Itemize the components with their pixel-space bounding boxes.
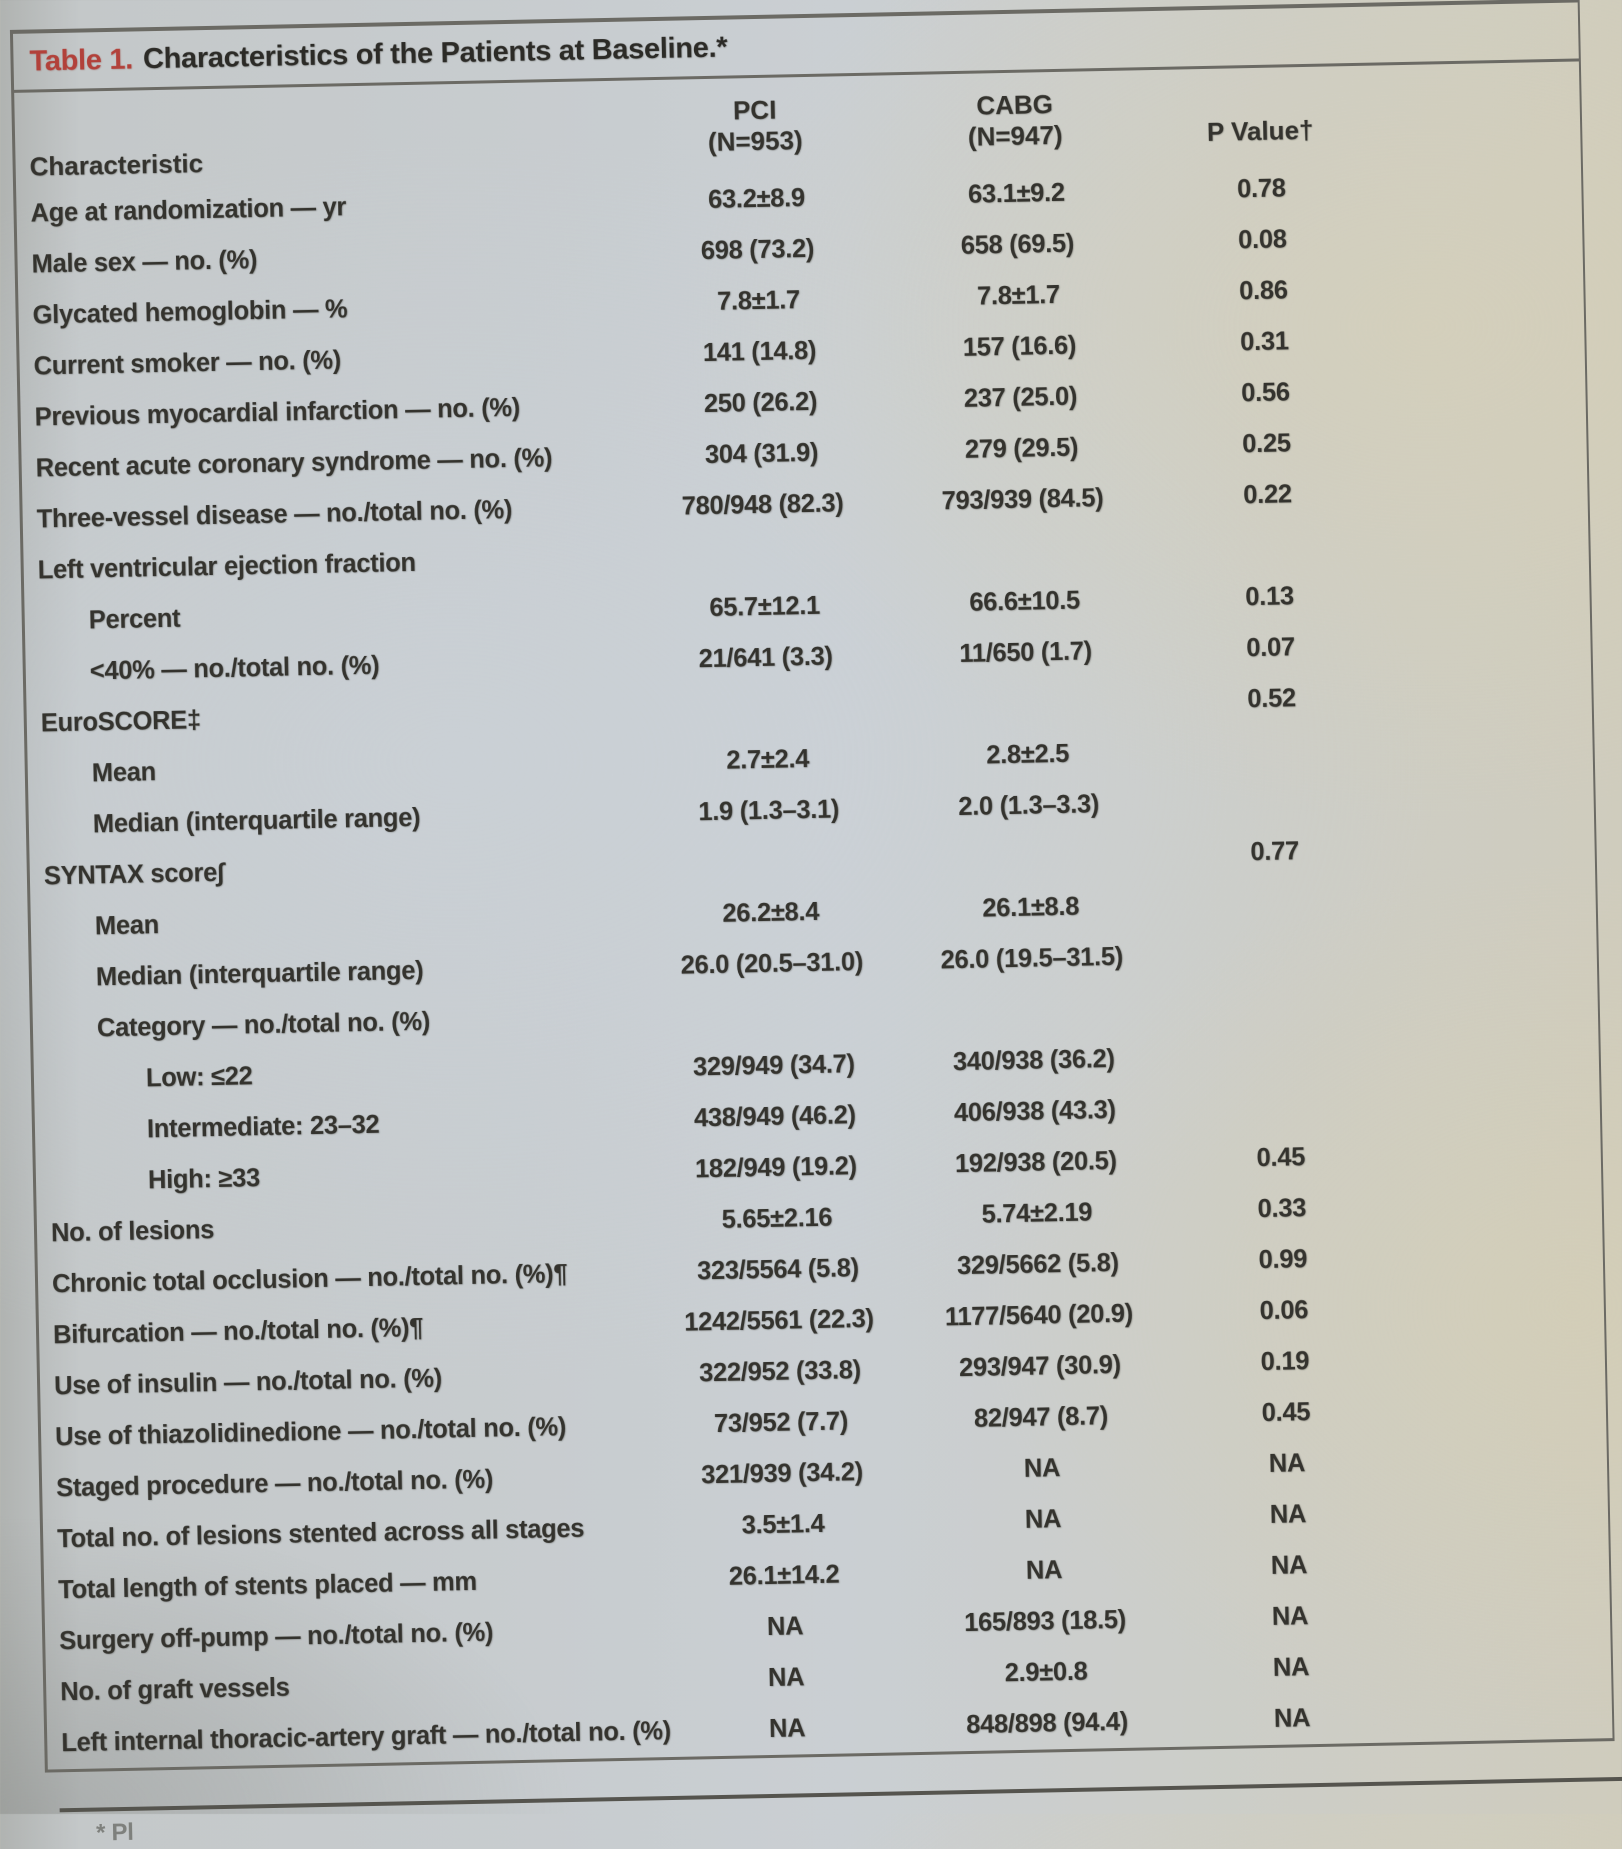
row-pvalue: 0.56	[1240, 378, 1290, 408]
row-pvalue: 0.13	[1245, 582, 1295, 612]
row-pvalue: 0.45	[1261, 1398, 1311, 1428]
col-header-characteristic: Characteristic	[29, 148, 204, 182]
row-pvalue: NA	[1268, 1449, 1306, 1478]
row-pvalue: 0.22	[1242, 480, 1292, 510]
row-label: Use of insulin — no./total no. (%)	[53, 1364, 443, 1401]
row-label: Total no. of lesions stented across all stages	[56, 1514, 585, 1554]
row-label: EuroSCORE‡	[40, 706, 202, 738]
row-pci-value: 1242/5561 (22.3)	[683, 1304, 874, 1337]
row-pvalue: 0.99	[1258, 1245, 1308, 1275]
row-label: No. of graft vessels	[59, 1673, 290, 1707]
row-cabg-value: 192/938 (20.5)	[954, 1146, 1117, 1179]
row-cabg-value: 82/947 (8.7)	[973, 1402, 1109, 1433]
row-cabg-value	[895, 854, 1165, 859]
col-header-cabg-n: (N=947)	[967, 119, 1063, 152]
col-header-pvalue: P Value†	[1206, 114, 1314, 147]
row-pci-value: 2.7±2.4	[726, 745, 810, 775]
row-cabg-value: NA	[1025, 1556, 1063, 1585]
row-cabg-value: 293/947 (30.9)	[958, 1350, 1122, 1383]
row-cabg-value: 63.1±9.2	[967, 178, 1066, 209]
row-pci-value: NA	[768, 1714, 806, 1744]
col-header-pci-name: PCI	[732, 94, 777, 126]
row-pvalue: 0.08	[1237, 225, 1287, 255]
row-pci-value: 323/5564 (5.8)	[696, 1254, 860, 1286]
row-cabg-value: 26.0 (19.5–31.5)	[940, 942, 1124, 975]
row-pci-value: 7.8±1.7	[716, 286, 801, 316]
row-pci-value: 780/948 (82.3)	[681, 489, 844, 521]
row-label: Age at randomization — yr	[30, 193, 347, 228]
row-cabg-value: 157 (16.6)	[962, 331, 1077, 362]
row-pci-value: 141 (14.8)	[702, 336, 817, 368]
row-pci-value: 3.5±1.4	[741, 1509, 825, 1540]
row-pci-value: 182/949 (19.2)	[694, 1152, 858, 1184]
row-label: Use of thiazolidinedione — no./total no. (%)	[54, 1413, 567, 1452]
row-cabg-value: 2.8±2.5	[985, 739, 1070, 770]
row-cabg-value: 165/893 (18.5)	[963, 1605, 1127, 1638]
row-pci-value: 65.7±12.1	[709, 591, 821, 623]
row-label: Recent acute coronary syndrome — no. (%)	[35, 444, 553, 483]
photographed-table	[10, 0, 1616, 1849]
row-pci-value	[639, 554, 889, 559]
row-pci-value: 438/949 (46.2)	[693, 1101, 856, 1133]
row-pvalue: NA	[1269, 1500, 1307, 1529]
row-pvalue: 0.45	[1256, 1143, 1306, 1173]
row-pci-value: 1.9 (1.3–3.1)	[698, 795, 840, 827]
row-label: High: ≥33	[147, 1164, 261, 1195]
row-label: Glycated hemoglobin — %	[32, 295, 348, 330]
row-cabg-value: 848/898 (94.4)	[965, 1707, 1129, 1740]
row-pci-value	[648, 1013, 898, 1018]
row-pvalue	[1166, 901, 1386, 905]
row-label: Previous myocardial infarction — no. (%)	[34, 393, 521, 432]
row-pvalue: 0.86	[1238, 276, 1288, 306]
row-pci-value: NA	[767, 1663, 805, 1693]
table-number-label: Table 1.	[29, 42, 134, 78]
row-cabg-value: 1177/5640 (20.9)	[944, 1299, 1134, 1332]
row-cabg-value: 329/5662 (5.8)	[956, 1248, 1119, 1281]
row-pci-value: 73/952 (7.7)	[713, 1407, 849, 1439]
row-cabg-value: NA	[1023, 1454, 1061, 1483]
row-pci-value: 26.2±8.4	[722, 897, 820, 928]
row-pvalue: 0.19	[1260, 1347, 1310, 1377]
row-label: <40% — no./total no. (%)	[89, 651, 380, 686]
row-pvalue: NA	[1273, 1704, 1311, 1733]
row-pci-value: 321/939 (34.2)	[700, 1458, 864, 1490]
row-pci-value: 250 (26.2)	[703, 387, 818, 419]
row-label: Median (interquartile range)	[92, 803, 421, 839]
table-card	[10, 0, 1615, 1773]
row-pvalue: 0.07	[1246, 633, 1296, 663]
row-pci-value: 322/952 (33.8)	[698, 1356, 862, 1388]
row-cabg-value: 658 (69.5)	[960, 229, 1075, 260]
row-cabg-value: 5.74±2.19	[981, 1198, 1093, 1229]
table-rows	[16, 157, 1612, 1769]
row-cabg-value: 2.0 (1.3–3.3)	[958, 790, 1100, 822]
row-pvalue: 0.25	[1241, 429, 1291, 459]
row-pci-value	[642, 707, 892, 712]
row-pci-value: 26.1±14.2	[728, 1560, 840, 1591]
row-label: Total length of stents placed — mm	[57, 1567, 478, 1605]
row-label: Left ventricular ejection fraction	[37, 548, 417, 585]
row-label: Intermediate: 23–32	[146, 1110, 380, 1144]
row-cabg-value	[898, 1007, 1168, 1012]
row-pvalue: 0.06	[1259, 1296, 1309, 1326]
row-pvalue: 0.77	[1250, 837, 1300, 867]
row-label: Category — no./total no. (%)	[96, 1007, 431, 1043]
row-pvalue	[1170, 1105, 1390, 1109]
row-label: Bifurcation — no./total no. (%)¶	[52, 1313, 424, 1350]
row-pvalue: 0.33	[1257, 1194, 1307, 1224]
row-cabg-value: 7.8±1.7	[976, 280, 1061, 311]
row-label: Mean	[91, 758, 157, 788]
row-label: Surgery off-pump — no./total no. (%)	[58, 1618, 494, 1656]
row-pci-value	[645, 860, 895, 865]
row-pci-value: 63.2±8.9	[707, 184, 806, 214]
row-cabg-value	[889, 548, 1159, 553]
col-header-pci-n: (N=953)	[707, 125, 803, 157]
row-pvalue: 0.78	[1236, 174, 1286, 204]
row-pvalue: NA	[1272, 1653, 1310, 1682]
row-label: Chronic total occlusion — no./total no. (%)¶	[51, 1260, 568, 1299]
row-pvalue	[1169, 1054, 1389, 1058]
row-label: Percent	[88, 604, 181, 635]
row-pvalue: 0.52	[1247, 684, 1297, 714]
row-cabg-value: 26.1±8.8	[982, 892, 1080, 923]
row-label: Staged procedure — no./total no. (%)	[55, 1465, 494, 1503]
row-pvalue	[1167, 952, 1387, 956]
row-pci-value: 698 (73.2)	[700, 234, 815, 266]
row-pci-value: NA	[766, 1612, 804, 1642]
row-cabg-value: 237 (25.0)	[963, 382, 1078, 413]
row-label: Left internal thoracic-artery graft — no./total no. (%)	[61, 1717, 672, 1758]
row-label: Male sex — no. (%)	[31, 246, 258, 279]
row-label: Low: ≤22	[145, 1062, 253, 1093]
row-label: Current smoker — no. (%)	[33, 346, 342, 381]
row-pci-value: 26.0 (20.5–31.0)	[680, 948, 864, 980]
row-label: SYNTAX score∫	[43, 858, 224, 891]
row-pvalue: 0.31	[1239, 327, 1289, 357]
row-pci-value: 304 (31.9)	[704, 438, 819, 470]
row-label: Mean	[94, 911, 160, 941]
row-cabg-value: 340/938 (36.2)	[952, 1044, 1115, 1077]
row-label: Median (interquartile range)	[95, 956, 424, 992]
table-title-text: Characteristics of the Patients at Baseline.*	[142, 31, 728, 75]
row-cabg-value: 279 (29.5)	[964, 433, 1079, 464]
row-pvalue	[1168, 1003, 1388, 1007]
row-cabg-value: 66.6±10.5	[969, 586, 1081, 617]
row-cabg-value: NA	[1024, 1505, 1062, 1534]
col-header-pci	[629, 93, 880, 159]
row-pvalue	[1164, 799, 1384, 803]
col-header-cabg	[879, 87, 1150, 154]
row-cabg-value: 793/939 (84.5)	[941, 484, 1104, 516]
row-cabg-value: 11/650 (1.7)	[959, 637, 1093, 669]
col-header-cabg-name: CABG	[976, 89, 1054, 121]
row-label: Three-vessel disease — no./total no. (%)	[36, 495, 513, 534]
row-pci-value: 21/641 (3.3)	[698, 642, 833, 674]
row-cabg-value: 406/938 (43.3)	[953, 1095, 1116, 1128]
row-pvalue	[1163, 748, 1383, 752]
row-pvalue: NA	[1271, 1602, 1309, 1631]
row-pci-value: 5.65±2.16	[721, 1203, 833, 1234]
footnote-fragment: * Pl	[95, 1818, 134, 1847]
row-pvalue	[1159, 544, 1379, 548]
row-cabg-value: 2.9±0.8	[1004, 1657, 1088, 1688]
row-cabg-value	[892, 701, 1162, 706]
row-pvalue: NA	[1270, 1551, 1308, 1580]
row-pci-value: 329/949 (34.7)	[692, 1050, 855, 1082]
row-label: No. of lesions	[50, 1216, 215, 1248]
